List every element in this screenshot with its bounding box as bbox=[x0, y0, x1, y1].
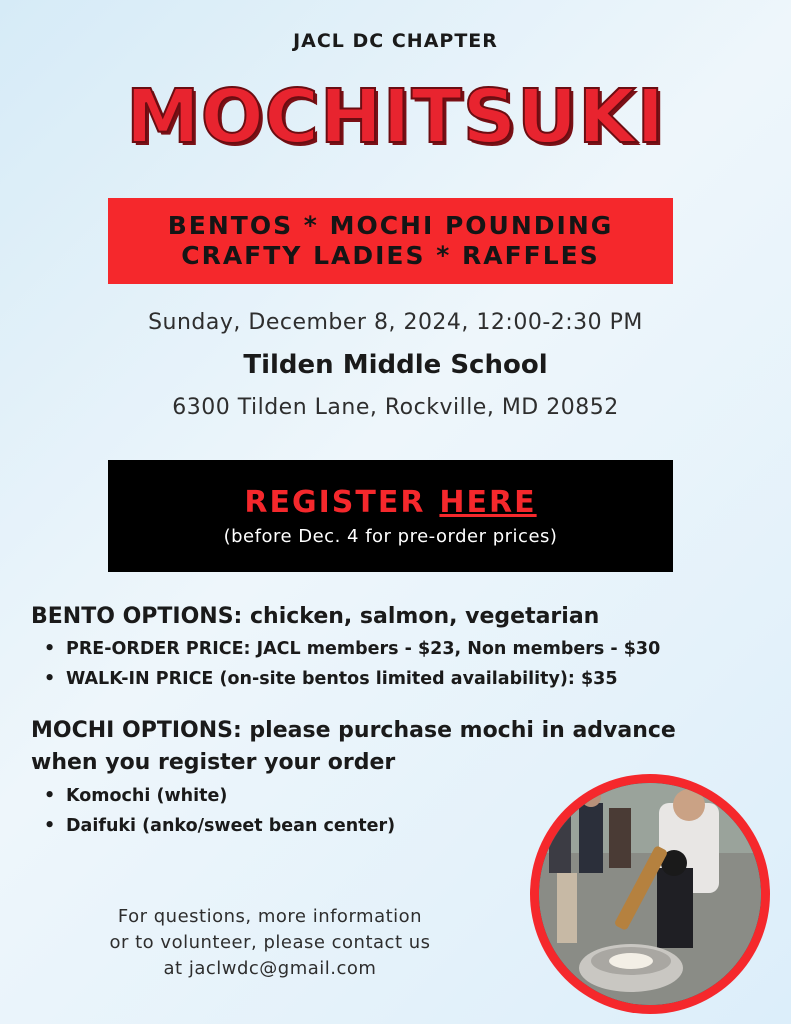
list-item: • PRE-ORDER PRICE: JACL members - $23, Non members - $30 bbox=[44, 634, 660, 664]
contact-email-line: at jaclwdc@gmail.com bbox=[163, 958, 377, 979]
bento-price-list bbox=[44, 634, 660, 694]
highlights-banner bbox=[108, 198, 673, 284]
contact-info bbox=[60, 904, 480, 982]
bento-options-heading: BENTO OPTIONS: chicken, salmon, vegetarian bbox=[31, 604, 600, 629]
event-address: 6300 Tilden Lane, Rockville, MD 20852 bbox=[172, 395, 619, 420]
mochi-options-list bbox=[44, 781, 395, 841]
register-here-link[interactable]: HERE bbox=[439, 485, 537, 520]
register-note: (before Dec. 4 for pre-order prices) bbox=[223, 526, 558, 547]
mochi-pounding-photo bbox=[539, 783, 761, 1005]
list-item: • Daifuki (anko/sweet bean center) bbox=[44, 811, 395, 841]
event-venue: Tilden Middle School bbox=[243, 350, 548, 380]
register-line bbox=[244, 485, 536, 520]
register-label: REGISTER bbox=[244, 485, 426, 520]
mochi-options-heading-line-1: MOCHI OPTIONS: please purchase mochi in advance bbox=[31, 718, 676, 743]
photo-frame bbox=[530, 774, 770, 1014]
list-item: • Komochi (white) bbox=[44, 781, 395, 811]
highlights-line-1: BENTOS * MOCHI POUNDING bbox=[167, 211, 614, 240]
contact-line-2: or to volunteer, please contact us bbox=[109, 932, 431, 953]
event-datetime: Sunday, December 8, 2024, 12:00-2:30 PM bbox=[148, 310, 643, 335]
highlights-line-2: CRAFTY LADIES * RAFFLES bbox=[181, 241, 600, 270]
chapter-name: JACL DC CHAPTER bbox=[293, 30, 498, 52]
mochi-options-heading-line-2: when you register your order bbox=[31, 750, 396, 775]
list-item: • WALK-IN PRICE (on-site bentos limited availability): $35 bbox=[44, 664, 660, 694]
event-title: MOCHITSUKI bbox=[125, 74, 666, 160]
contact-line-1: For questions, more information bbox=[117, 906, 423, 927]
register-banner bbox=[108, 460, 673, 572]
